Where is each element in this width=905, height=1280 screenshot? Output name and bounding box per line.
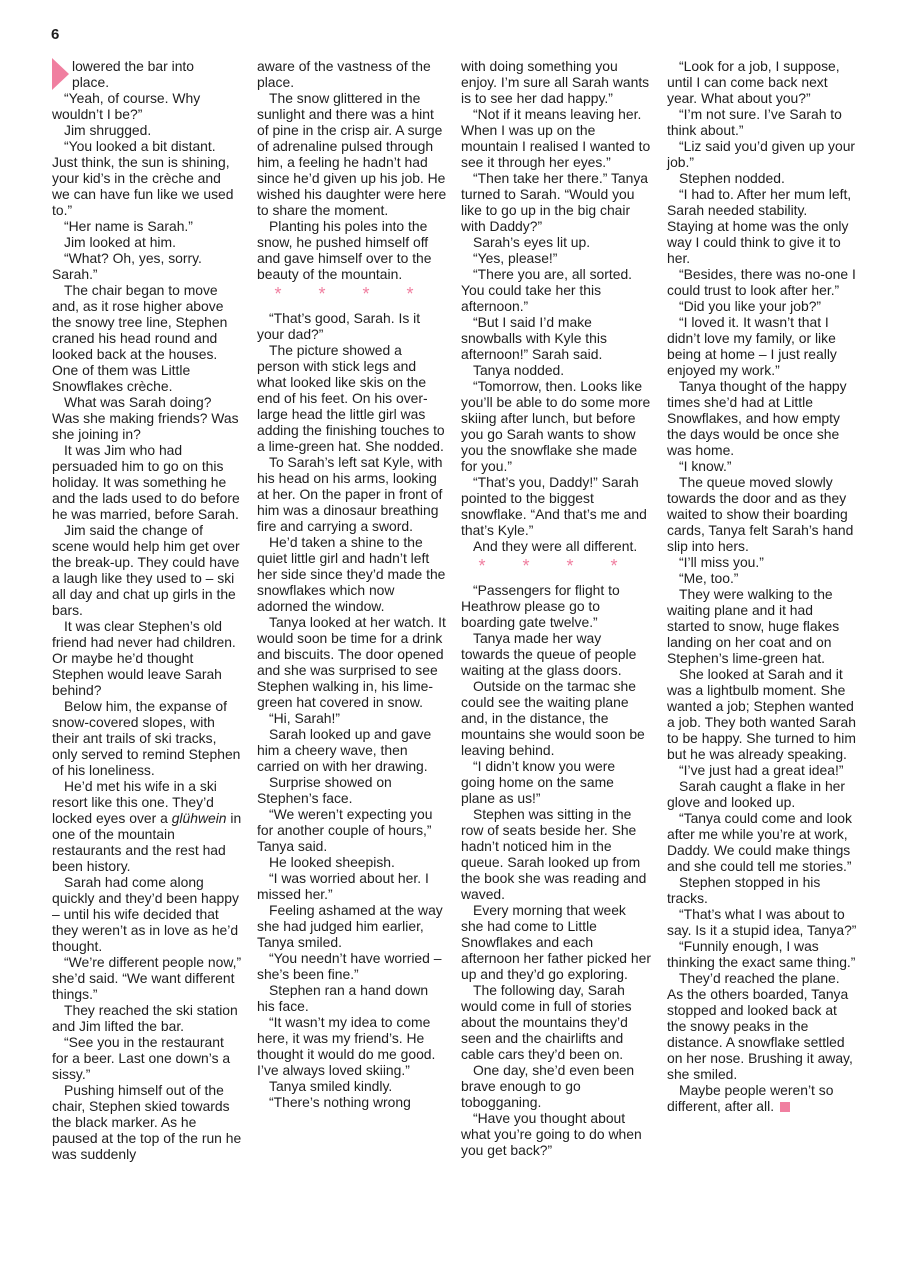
paragraph: Outside on the tarmac she could see the waiting plane and, in the distance, the mountains she would soon be leaving behind. (461, 678, 645, 758)
paragraph: “Me, too.” (679, 570, 739, 586)
paragraph-gluhwein (52, 778, 242, 874)
paragraph: “Tanya could come and look after me while you’re at work, Daddy. We could make things and she could tell me stories.” (667, 810, 852, 874)
paragraph: The snow glittered in the sunlight and there was a hint of pine in the crisp air. A surge of adrenaline pulsed through him, a feeling he hadn’t had since he’d given up his job. He wished his daughter were here to share the moment. (257, 90, 447, 218)
paragraph: “Then take her there.” Tanya turned to Sarah. “Would you like to go up in the big chair with Daddy?” (461, 170, 649, 234)
paragraph: “I’ll miss you.” (679, 554, 764, 570)
paragraph: Stephen nodded. (679, 170, 785, 186)
paragraph: Sarah caught a flake in her glove and looked up. (667, 778, 846, 810)
paragraph: Sarah had come along quickly and they’d been happy – until his wife decided that they weren’t as in love as he’d thought. (52, 874, 239, 954)
paragraph: Below him, the expanse of snow-covered slopes, with their ant trails of ski tracks, only served to remind Stephen of his loneliness. (52, 698, 241, 778)
paragraph: “I had to. After her mum left, Sarah needed stability. Staying at home was the only way I could think to give it to her. (667, 186, 852, 266)
italic-word: glühwein (171, 810, 227, 826)
paragraph: It was clear Stephen’s old friend had never had children. Or maybe he’d thought Stephen would leave Sarah behind? (52, 618, 236, 698)
paragraph: Jim said the change of scene would help him get over the break-up. They could have a laugh like they used to – ski all day and chat up girls in the bars. (52, 522, 240, 618)
paragraph: Planting his poles into the snow, he pushed himself off and gave himself over to the beauty of the mountain. (257, 218, 432, 282)
paragraph: “That’s what I was about to say. Is it a stupid idea, Tanya?” (667, 906, 857, 938)
paragraph: The following day, Sarah would come in full of stories about the mountains they’d seen and the chairlifts and cable cars they’d been on. (461, 982, 632, 1062)
opening-paragraph (52, 58, 242, 90)
paragraph: “See you in the restaurant for a beer. Last one down’s a sissy.” (52, 1034, 231, 1082)
paragraph: Surprise showed on Stephen’s face. (257, 774, 392, 806)
paragraph: “That’s good, Sarah. Is it your dad?” (257, 310, 421, 342)
paragraph: with doing something you enjoy. I’m sure all Sarah wants is to see her dad happy.” (461, 58, 650, 106)
paragraph: What was Sarah doing? Was she making friends? Was she joining in? (52, 394, 239, 442)
paragraph: “There’s nothing wrong (269, 1094, 411, 1110)
paragraph: aware of the vastness of the place. (257, 58, 431, 90)
paragraph: Tanya smiled kindly. (269, 1078, 393, 1094)
text-span: in one of the mountain restaurants and the rest had been history. (52, 810, 242, 874)
paragraph: He’d taken a shine to the quiet little girl and hadn’t left her side since they’d made the snowflakes which now adorned the window. (257, 534, 446, 614)
triangle-marker-icon (52, 58, 69, 90)
opening-line-1: lowered the bar into (72, 58, 195, 74)
paragraph: “Not if it means leaving her. When I was up on the mountain I realised I wanted to see it through her eyes.” (461, 106, 651, 170)
paragraph: “But I said I’d make snowballs with Kyle this afternoon!” Sarah said. (461, 314, 607, 362)
paragraph: “That’s you, Daddy!” Sarah pointed to the biggest snowflake. “And that’s me and that’s Kyle.” (461, 474, 647, 538)
section-break-stars: * * * * (274, 284, 430, 304)
section-break-stars: * * * * (478, 556, 634, 576)
paragraph: The chair began to move and, as it rose higher above the snowy tree line, Stephen craned his head round and looked back at the houses. One of them was Little Snowflakes crèche. (52, 282, 228, 394)
paragraph: “We weren’t expecting you for another couple of hours,” Tanya said. (257, 806, 433, 854)
paragraph: “Have you thought about what you’re going to do when you get back?” (461, 1110, 642, 1158)
paragraph: Feeling ashamed at the way she had judged him earlier, Tanya smiled. (257, 902, 443, 950)
paragraph: “Besides, there was no-one I could trust to look after her.” (667, 266, 856, 298)
column-2 (257, 58, 447, 1110)
paragraph: “We’re different people now,” she’d said. “We want different things.” (52, 954, 242, 1002)
paragraph: “Yes, please!” (473, 250, 558, 266)
paragraph: “Hi, Sarah!” (269, 710, 341, 726)
paragraph: Stephen stopped in his tracks. (667, 874, 821, 906)
paragraph: “You needn’t have worried – she’s been fine.” (257, 950, 442, 982)
final-paragraph (667, 1082, 857, 1114)
text-span: He’d met his wife in a ski resort like this one. They’d locked eyes over a (52, 778, 217, 826)
paragraph: “I know.” (679, 458, 732, 474)
paragraph: He looked sheepish. (269, 854, 395, 870)
paragraph: Jim shrugged. (64, 122, 152, 138)
paragraph: Every morning that week she had come to Little Snowflakes and each afternoon her father picked her up and they’d go exploring. (461, 902, 651, 982)
paragraph: “Her name is Sarah.” (64, 218, 193, 234)
end-square-icon (780, 1102, 790, 1112)
text-span: Maybe people weren’t so different, after all. (667, 1082, 834, 1114)
paragraph: “I loved it. It wasn’t that I didn’t love my family, or like being at home – I just really enjoyed my work.” (667, 314, 837, 378)
paragraph: “Funnily enough, I was thinking the exact same thing.” (667, 938, 856, 970)
paragraph: “Did you like your job?” (679, 298, 822, 314)
paragraph: “Tomorrow, then. Looks like you’ll be able to do some more skiing after lunch, but before you go Sarah wants to show you the snowflake she made for you.” (461, 378, 651, 474)
paragraph: Jim looked at him. (64, 234, 176, 250)
paragraph: Tanya thought of the happy times she’d had at Little Snowflakes, and how empty the days would be once she was home. (667, 378, 847, 458)
paragraph: It was Jim who had persuaded him to go on this holiday. It was something he and the lads used to do before he was married, before Sarah. (52, 442, 240, 522)
paragraph: Pushing himself out of the chair, Stephen skied towards the black marker. As he paused at the top of the run he was suddenly (52, 1082, 242, 1162)
paragraph: “Liz said you’d given up your job.” (667, 138, 856, 170)
paragraph: One day, she’d even been brave enough to go tobogganing. (461, 1062, 635, 1110)
paragraph: “There you are, all sorted. You could take her this afternoon.” (461, 266, 633, 314)
paragraph: Sarah looked up and gave him a cheery wave, then carried on with her drawing. (257, 726, 432, 774)
paragraph: They’d reached the plane. As the others boarded, Tanya stopped and looked back at the snowy peaks in the distance. A snowflake settled on her nose. Brushing it away, she smiled. (667, 970, 853, 1082)
paragraph: “I was worried about her. I missed her.” (257, 870, 429, 902)
paragraph: She looked at Sarah and it was a lightbulb moment. She wanted a job; Stephen wanted a job. They both wanted Sarah to be happy. She turned to him but he was already speaking. (667, 666, 856, 762)
paragraph: Tanya looked at her watch. It would soon be time for a drink and biscuits. The door opened and she was surprised to see Stephen walking in, his lime-green hat covered in snow. (257, 614, 446, 710)
paragraph: “Look for a job, I suppose, until I can come back next year. What about you?” (667, 58, 840, 106)
paragraph: Tanya made her way towards the queue of people waiting at the glass doors. (461, 630, 637, 678)
paragraph: The queue moved slowly towards the door and as they waited to show their boarding cards, Tanya felt Sarah’s hand slip into hers. (667, 474, 854, 554)
column-4 (667, 58, 857, 1114)
paragraph: Stephen was sitting in the row of seats beside her. She hadn’t noticed him in the queue. Sarah looked up from the book she was reading and waved. (461, 806, 647, 902)
column-1 (52, 58, 242, 1162)
paragraph: Stephen ran a hand down his face. (257, 982, 429, 1014)
paragraph: “I’m not sure. I’ve Sarah to think about.” (667, 106, 842, 138)
paragraph: “You looked a bit distant. Just think, the sun is shining, your kid’s in the crèche and we can have fun like we used to.” (52, 138, 234, 218)
page-number: 6 (51, 26, 60, 43)
opening-line-2: place. (72, 74, 110, 90)
paragraph: And they were all different. (473, 538, 638, 554)
paragraph: They were walking to the waiting plane and it had started to snow, huge flakes landing on her coat and on Stephen’s lime-green hat. (667, 586, 840, 666)
column-3 (461, 58, 651, 1158)
paragraph: “Passengers for flight to Heathrow please go to boarding gate twelve.” (461, 582, 620, 630)
paragraph: Sarah’s eyes lit up. (473, 234, 591, 250)
paragraph: To Sarah’s left sat Kyle, with his head on his arms, looking at her. On the paper in front of him was a dinosaur breathing fire and carrying a sword. (257, 454, 443, 534)
paragraph: “What? Oh, yes, sorry. Sarah.” (52, 250, 202, 282)
paragraph: “It wasn’t my idea to come here, it was my friend’s. He thought it would do me good. I’ve always loved skiing.” (257, 1014, 436, 1078)
paragraph: “I didn’t know you were going home on the same plane as us!” (461, 758, 616, 806)
paragraph: “Yeah, of course. Why wouldn’t I be?” (52, 90, 201, 122)
paragraph: Tanya nodded. (473, 362, 565, 378)
paragraph: The picture showed a person with stick legs and what looked like skis on the end of his feet. On his over-large head the little girl was adding the finishing touches to a lime-green hat. She nodded. (257, 342, 445, 454)
paragraph: “I’ve just had a great idea!” (679, 762, 844, 778)
paragraph: They reached the ski station and Jim lifted the bar. (52, 1002, 238, 1034)
